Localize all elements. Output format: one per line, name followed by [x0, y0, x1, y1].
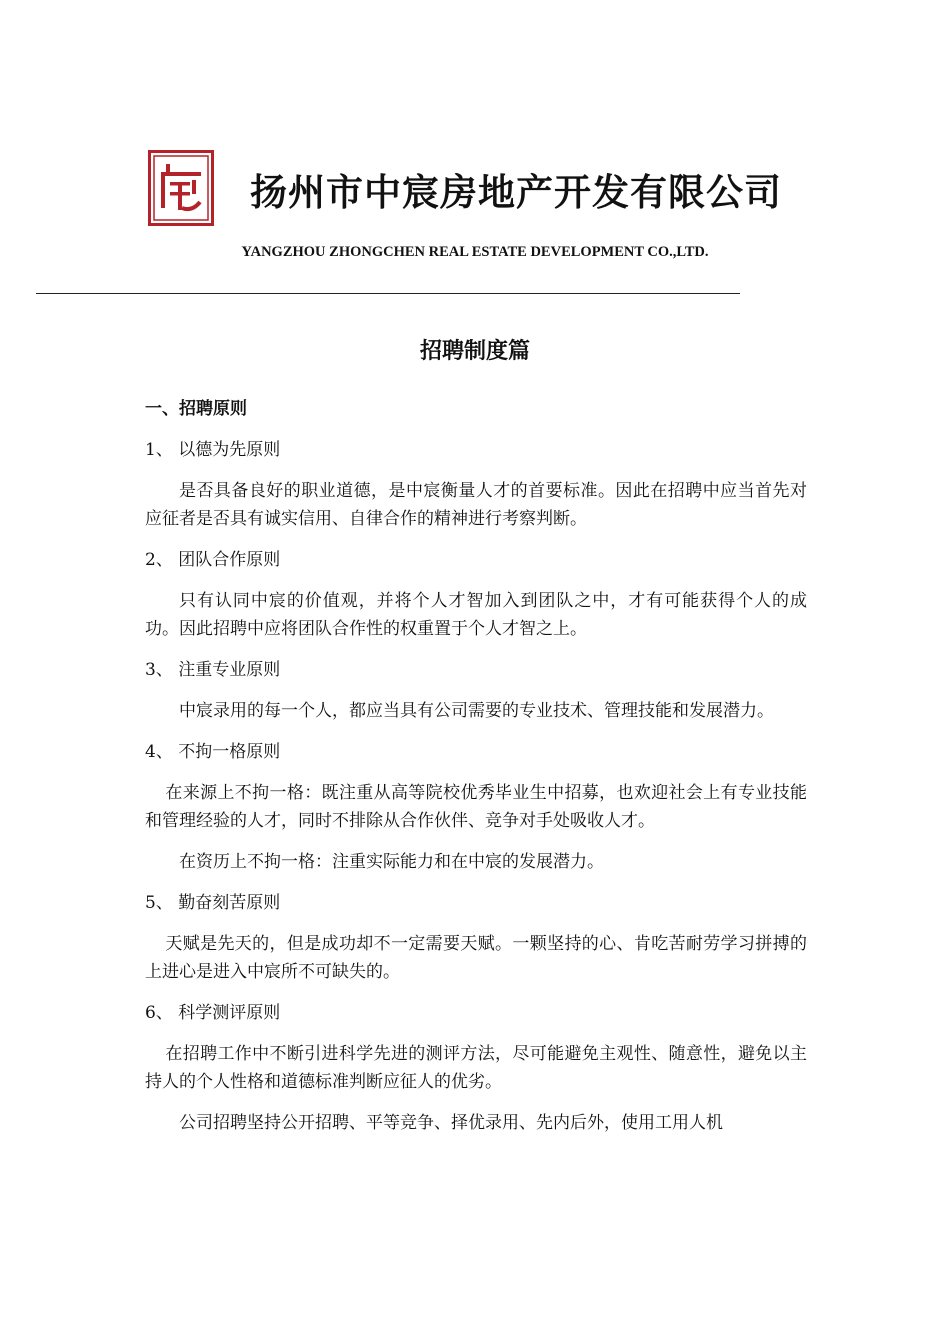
principle-heading-4: 4、 不拘一格原则: [145, 742, 281, 762]
closing-text: 公司招聘坚持公开招聘、平等竞争、择优录用、先内后外，使用工用人机: [179, 1113, 723, 1133]
section-heading: 一、招聘原则: [145, 399, 247, 419]
company-name-english: YANGZHOU ZHONGCHEN REAL ESTATE DEVELOPMENT CO.,LTD.: [241, 244, 709, 260]
document-body: [145, 395, 807, 1150]
principle-text-3: 中宸录用的每一个人，都应当具有公司需要的专业技术、管理技能和发展潜力。: [179, 701, 774, 721]
header-divider: [36, 293, 740, 294]
principle-text-4b: 在资历上不拘一格：注重实际能力和在中宸的发展潜力。: [179, 852, 604, 872]
company-logo-icon: [148, 150, 214, 226]
company-logo: [148, 150, 214, 226]
company-name-chinese: 扬州市中宸房地产开发有限公司: [250, 171, 782, 214]
principle-text-2: 只有认同中宸的价值观，并将个人才智加入到团队之中，才有可能获得个人的成功。因此招聘中应将团队合作性的权重置于个人才智之上。: [145, 591, 807, 639]
principle-text-1: 是否具备良好的职业道德，是中宸衡量人才的首要标准。因此在招聘中应当首先对应征者是否具有诚实信用、自律合作的精神进行考察判断。: [145, 481, 807, 529]
principle-heading-6: 6、 科学测评原则: [145, 1003, 281, 1023]
principle-text-5: 天赋是先天的，但是成功却不一定需要天赋。一颗坚持的心、肯吃苦耐劳学习拼搏的上进心是进入中宸所不可缺失的。: [145, 934, 807, 982]
document-title: 招聘制度篇: [419, 339, 530, 364]
principle-heading-5: 5、 勤奋刻苦原则: [145, 893, 281, 913]
principle-heading-2: 2、 团队合作原则: [145, 550, 281, 570]
principle-heading-3: 3、 注重专业原则: [145, 660, 281, 680]
principle-heading-1: 1、 以德为先原则: [145, 440, 281, 460]
principle-text-4a: 在来源上不拘一格：既注重从高等院校优秀毕业生中招募，也欢迎社会上有专业技能和管理经验的人才，同时不排除从合作伙伴、竞争对手处吸收人才。: [145, 783, 807, 831]
principle-text-6: 在招聘工作中不断引进科学先进的测评方法，尽可能避免主观性、随意性，避免以主持人的个人性格和道德标准判断应征人的优劣。: [145, 1044, 807, 1092]
